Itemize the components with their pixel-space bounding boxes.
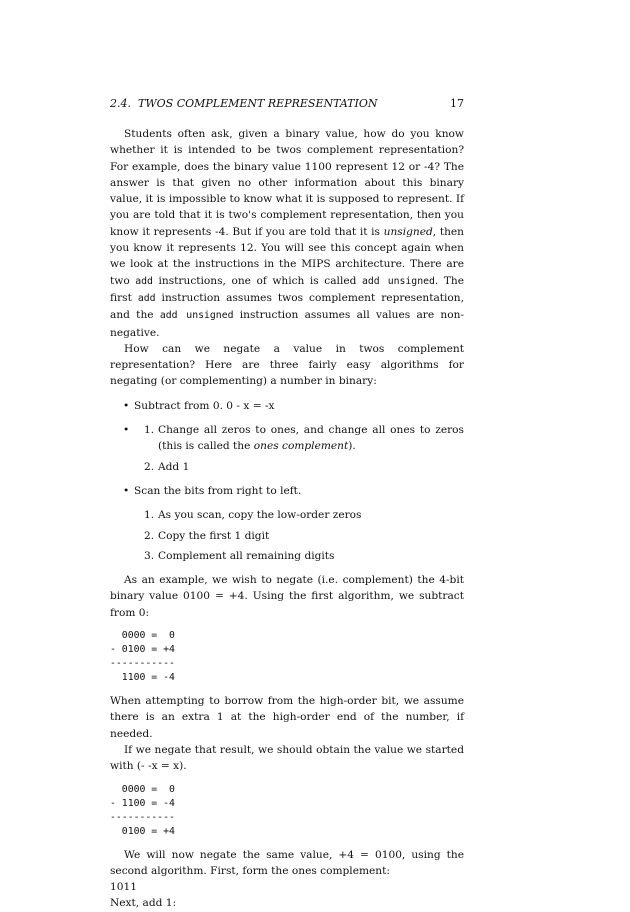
next-line: Next, add 1: xyxy=(110,897,177,910)
sub-list-item: 1. As you scan, copy the low-order zeros xyxy=(144,509,362,522)
list-item xyxy=(110,422,464,475)
paragraph-6: We will now negate the same value, +4 = 0100, using the second algorithm. First, form the ones complement: xyxy=(110,848,464,877)
page xyxy=(110,96,464,912)
list-item: • Subtract from 0. 0 - x = -x xyxy=(110,398,464,414)
sub-list-item: 2. Add 1 xyxy=(144,460,190,473)
sub-list-item: 3. Complement all remaining digits xyxy=(144,549,335,562)
paragraph-2: How can we negate a value in twos complement representation? Here are three fairly easy algorithms for negating (or complementing) a number in binary: xyxy=(110,342,464,388)
list-item: • Scan the bits from right to left. 1. As you scan, copy the low-order zeros 2. Copy the first 1 digit 3. Complement all remaining digits xyxy=(110,483,464,564)
running-header xyxy=(110,96,464,112)
sub-list xyxy=(134,422,464,475)
code-block-1: 0000 = 0 - 0100 = +4 ----------- 1100 = -4 xyxy=(110,630,175,684)
ones-complement-line: 1011 xyxy=(110,881,137,894)
bullet-icon: • xyxy=(123,484,130,497)
algorithm-list xyxy=(110,398,464,564)
paragraph-4: When attempting to borrow from the high-order bit, we assume there is an extra 1 at the high-order end of the number, if needed. xyxy=(110,695,464,740)
bullet-icon: • xyxy=(123,424,130,437)
body-text xyxy=(110,126,464,912)
sub-list-item: 1. Change all zeros to ones, and change all ones to zeros (this is called the ones complement). xyxy=(144,424,464,453)
paragraph-1: Students often ask, given a binary value, how do you know whether it is intended to be twos complement representation? For example, does the binary value 1100 represent 12 or -4? The answer is that given no other information about this binary value, it is impossible to know what it is supposed to represent. If you are told that it is two's complement representation, then you know it represents -4. But if you are told that it is unsigned, then you know it represents 12. You will see this concept again when we look at the instructions in the MIPS architecture. There are two add instructions, one of which is called add unsigned. The first add instruction assumes twos complement representation, and the add unsigned instruction assumes all values are non-negative. xyxy=(110,128,465,339)
header-title: 2.4. TWOS COMPLEMENT REPRESENTATION xyxy=(110,97,378,110)
page-number: 17 xyxy=(450,97,464,110)
paragraph-3: As an example, we wish to negate (i.e. complement) the 4-bit binary value 0100 = +4. Using the first algorithm, we subtract from 0: xyxy=(110,574,464,619)
paragraph-5: If we negate that result, we should obtain the value we started with (- -x = x). xyxy=(110,743,464,773)
sub-list xyxy=(134,507,464,564)
code-block-2: 0000 = 0 - 1100 = -4 ----------- 0100 = +4 xyxy=(110,783,175,837)
bullet-icon: • xyxy=(123,399,130,412)
sub-list-item: 2. Copy the first 1 digit xyxy=(144,529,270,542)
